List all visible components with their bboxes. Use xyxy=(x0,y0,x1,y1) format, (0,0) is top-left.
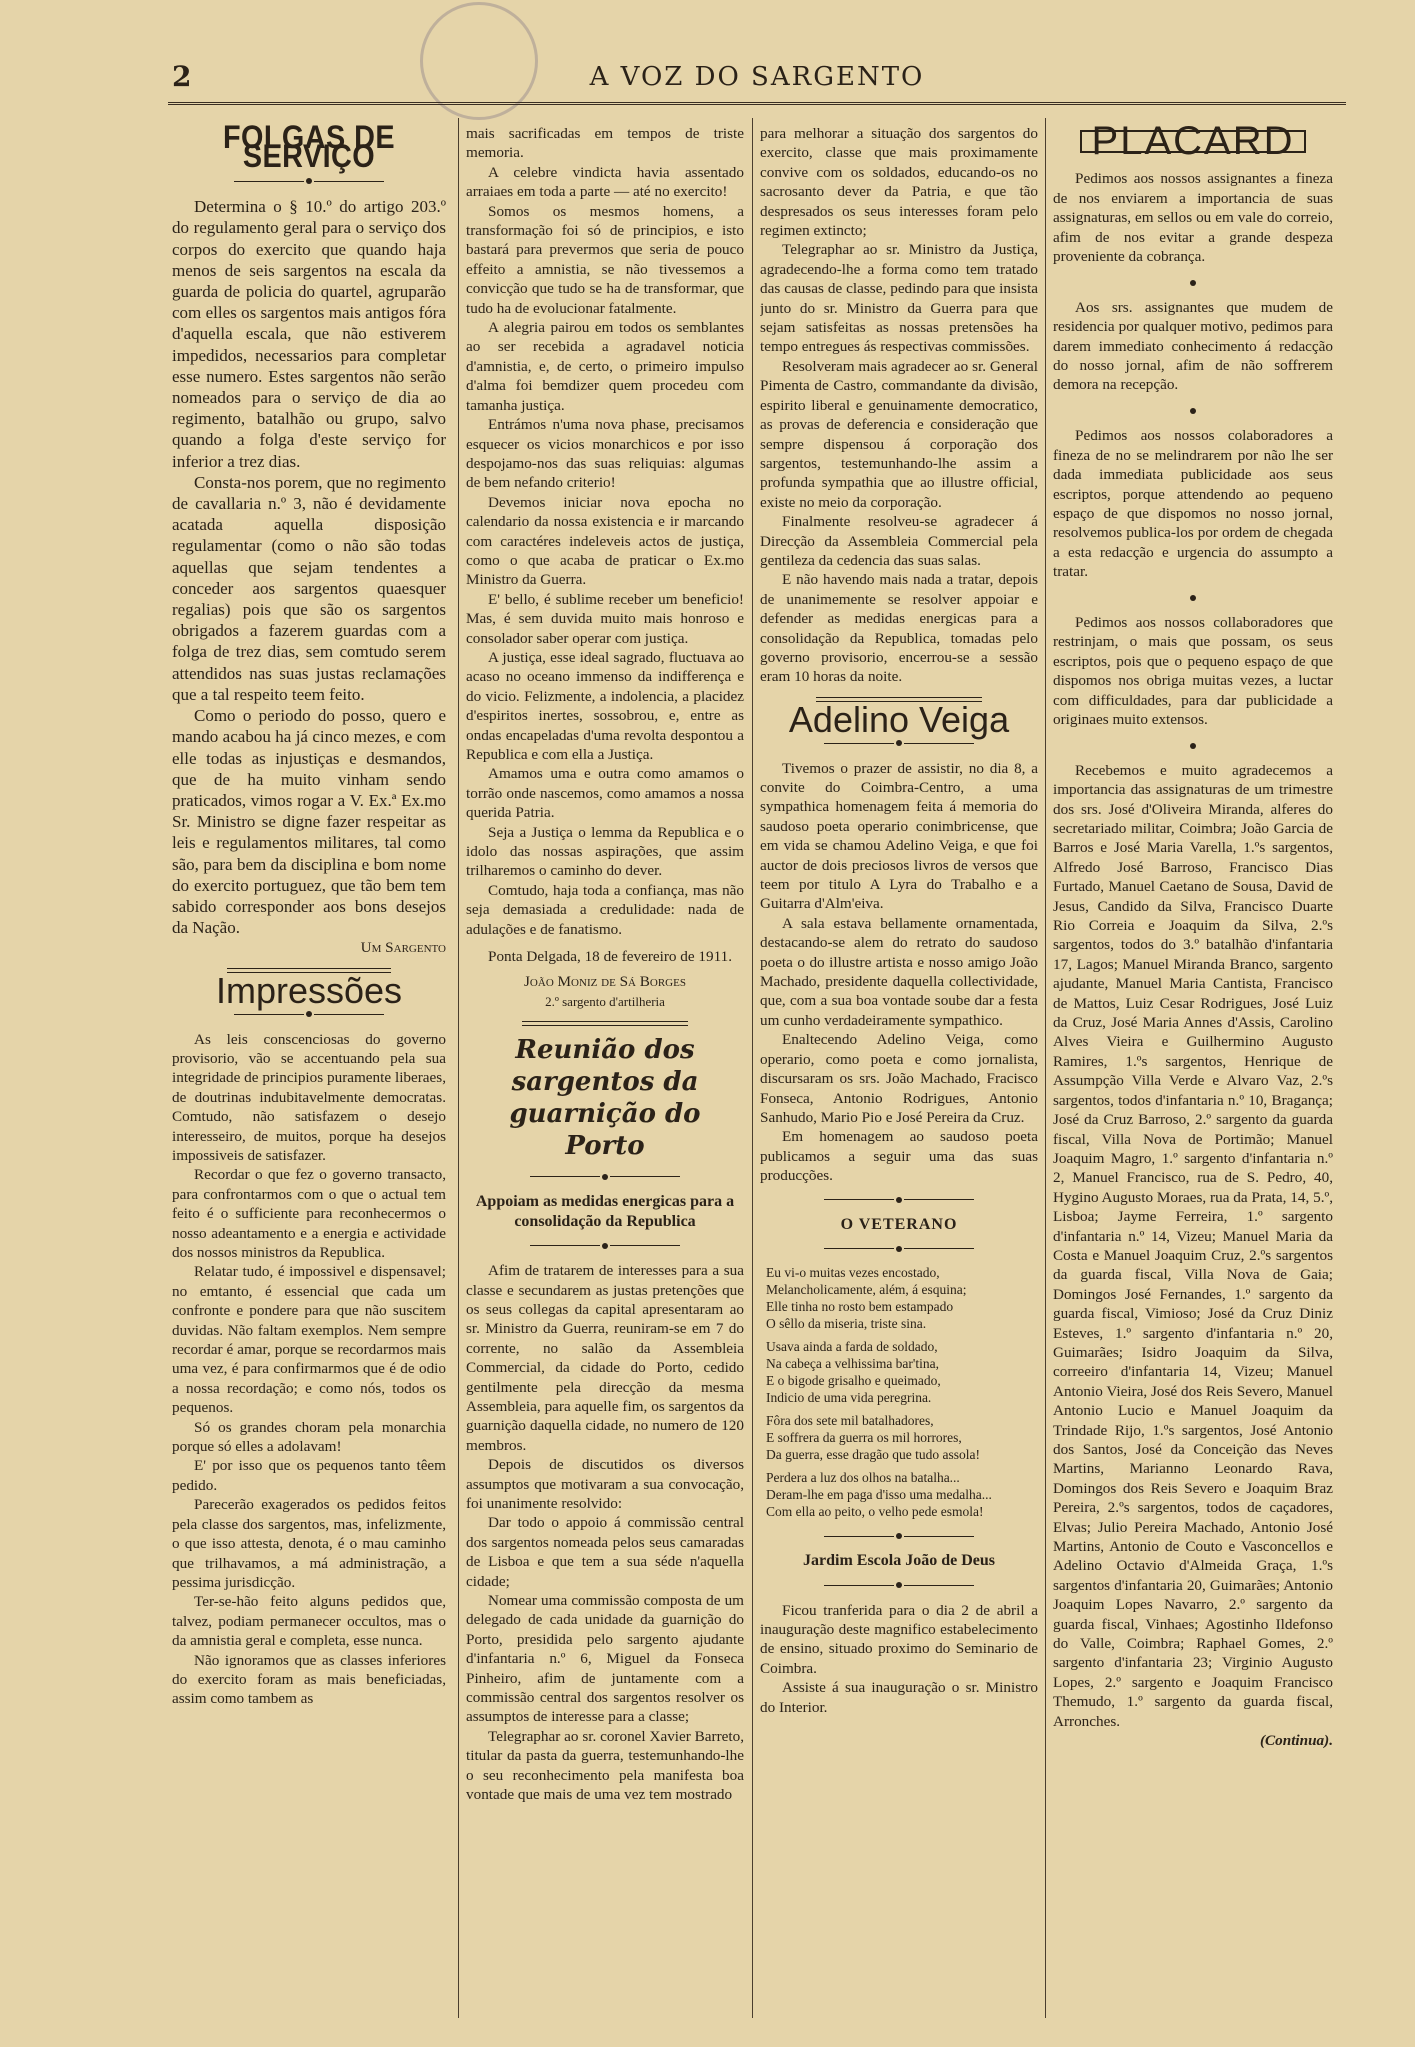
paragraph: Depois de discutidos os diversos assumptos que motivaram a sua convocação, foi unanimente resolvido: xyxy=(466,1456,744,1512)
placard-heading xyxy=(1053,124,1333,163)
poem-line: Indicio de uma vida peregrina. xyxy=(766,1389,932,1405)
paragraph: Recebemos e muito agradecemos a importancia das assignaturas de um trimestre dos srs. José d'Oliveira Miranda, alferes do secretariado militar, Coimbra; João Garcia de Barros e José Maria Varella, 1.ºs sargentos, Alfredo José Barroso, Francisco Dias Furtado, Manuel Caetano de Sousa, David de Jesus, Candido da Silva, Francisco Duarte Rio Correia e Joaquim da Silva, 2.ºs sargentos, todos do 3.º batalhão d'infantaria 17, Lagos; Manuel Miranda Branco, sargento ajudante, Manuel Maria Cantista, Francisco de Mattos, Luiz Cesar Rodrigues, José Luiz da Cruz, José Maria Annes d'Assis, Carolino Alves Vieira e Guilhermino Augusto Ramires, 1.ºs sargentos, Henrique de Assumpção Villa Verde e Alvaro Vaz, 2.ºs sargentos, todos d'infantaria n.º 10, Bragança; José da Cruz Barroso, 2.º sargento da guarda fiscal, Villa Nova de Portimão; Manuel Joaquim Magro, 1.º sargento d'infantaria n.º 2, Manuel Francisco, rua de S. Pedro, 40, Hygino Augusto Moraes, rua da Prata, 14, 5.º, Lisboa; Jayme Ferreira, 1.º sargento d'infantaria n.º 14, Vizeu; Manuel Maria da Costa e Manuel Joaquim Cruz, 2.ºs sargentos da guarda fiscal, Villa Nova de Gaia; Domingos José Fernandes, 1.º sargento da guarda fiscal, Vimioso; José da Cruz Diniz Esteves, 1.º sargento d'infantaria n.º 20, Guimarães; Isidro Joaquim da Silva, correeiro d'infantaria 14, Vizeu; Manuel Antonio Vieira, José dos Reis Severo, Manuel Antonio Lucio e Manuel Joaquim da Trindade Rijo, 1.ºs sargentos, José Antonio dos Santos, José da Conceição das Neves Martins, Marianno Leonardo Rava, Domingos dos Reis Severo e Joaquim Braz Pereira, 2.ºs sargentos, todos de caçadores, Elvas; Julio Pereira Machado, Antonio José Martins, Antonio de Couto e Vasconcellos e Adelino Octavio d'Almeida Graça, 1.ºs sargentos d'infantaria 20, Guimarães; Antonio Joaquim Lopes Navarro, 2.º sargento da guarda fiscal, Vinhaes; Agostinho Ildefonso do Valle, Coimbra; Raphael Gomes, 2.º sargento d'infantaria 23; Virginio Augusto Lopes, 2.º sargento e Joaquim Francisco Themudo, 1.º sargento da guarda fiscal, Arronches. xyxy=(1053,761,1333,1730)
adelino-title: Adelino Veiga xyxy=(788,698,1010,740)
paragraph: A alegria pairou em todos os semblantes ao ser recebida a agradavel noticia d'amnistia, e, de certo, o primeiro impulso d'alma foi bemdizer quem procedeu com tamanha justiça. xyxy=(466,319,744,414)
paragraph: Como o periodo do posso, quero e mando acabou ha já cinco mezes, e com elle todas as injustiças e desmandos, que de ha muito vinham sendo praticados, vimos rogar a V. Ex.ª Ex.mo Sr. Ministro se digne fazer respeitar as leis e regulamentos militares, tal como são, para bem da disciplina e bom nome do exercito portuguez, que tão bem tem sabido corresponder aos bons desejos da Nação. xyxy=(172,706,446,938)
placard-title: PLACARD xyxy=(1080,130,1307,153)
page-header xyxy=(168,58,1346,105)
paragraph: Comtudo, haja toda a confiança, mas não seja demasiada a credulidade: nada de adulações e de fanatismo. xyxy=(466,881,744,938)
paragraph: Pedimos aos nossos assignantes a fineza de nos enviarem a importancia de suas assignaturas, em sellos ou em vale do correio, afim de nos evitar a grande despeza proveniente da cobrança. xyxy=(1053,170,1333,266)
poem-line: E o bigode grisalho e queimado, xyxy=(766,1372,941,1388)
folgas-body xyxy=(172,196,446,938)
author-rank: 2.º sargento d'artilheria xyxy=(545,993,665,1009)
paragraph: Em homenagem ao saudoso poeta publicamos a seguir uma das suas producções. xyxy=(760,1128,1038,1185)
bullet-dot xyxy=(1053,401,1333,420)
paragraph: Finalmente resolveu-se agradecer á Direcção da Assembleia Commercial pela gentileza da cedencia das suas salas. xyxy=(760,513,1038,569)
page-number: 2 xyxy=(172,60,192,93)
poem-line: Melancholicamente, além, á esquina; xyxy=(766,1281,967,1297)
ornament xyxy=(760,1238,1038,1257)
paragraph: Tivemos o prazer de assistir, no dia 8, a convite do Coimbra-Centro, a uma sympathica homenagem feita á memoria do saudoso poeta operario conimbricense, que em vida se chamou Adelino Veiga, e que foi auctor de dois preciosos livros de versos que teem por titulo A Lyra do Trabalho e a Guitarra d'Alm'eiva. xyxy=(760,759,1038,913)
column-1 xyxy=(172,124,446,2016)
jardim-title: Jardim Escola João de Deus xyxy=(803,1552,995,1570)
paragraph: A celebre vindicta havia assentado arraiaes em toda a parte — até no exercito! xyxy=(466,163,744,201)
poem-line: Deram-lhe em paga d'isso uma medalha... xyxy=(766,1486,992,1502)
paragraph: Não ignoramos que as classes inferiores do exercito foram as mais beneficiadas, assim como tambem as xyxy=(172,1651,446,1708)
paragraph: Pedimos aos nossos colaboradores a fineza de no se melindrarem por não lhe ser dada immediata publicidade aos seus escriptos, porque attendendo ao pequeno espaço de que dispomos no nosso jornal, resolvemos publica-los por ordem de chegada a esta redacção e urgencia do assumpto a tratar. xyxy=(1053,427,1333,581)
paragraph: E' por isso que os pequenos tanto têem pedido. xyxy=(172,1457,446,1494)
paragraph: Telegraphar ao sr. Ministro da Justiça, agradecendo-lhe a forma como tem tratado das causas de classe, pedindo para que insista junto do sr. Ministro da Guerra para que sejam satisfeitas as nossas pretensões ha tempo entregues ás respectivas commissões. xyxy=(760,241,1038,356)
poem-stanza xyxy=(766,1469,1038,1520)
newspaper-title: A VOZ DO SARGENTO xyxy=(589,62,925,92)
column-4 xyxy=(1053,124,1333,2016)
paragraph: Só os grandes choram pela monarchia porque só elles a adolavam! xyxy=(172,1418,446,1456)
paragraph: Aos srs. assignantes que mudem de residencia por qualquer motivo, pedimos para darem immediato conhecimento á redacção do nosso jornal, afim de não soffrerem demora na recepção. xyxy=(1053,298,1333,394)
poem-line: Da guerra, esse dragão que tudo assola! xyxy=(766,1446,981,1462)
paragraph: para melhorar a situação dos sargentos do exercito, classe que mais proximamente convive com os soldados, educando-os no sacrosanto dever da Patria, e que tão despresados os seus interesses foram pelo regimen extincto; xyxy=(760,125,1038,240)
paragraph: A justiça, esse ideal sagrado, fluctuava ao acaso no oceano immenso da indifferença e do vicio. Felizmente, a indolencia, a placidez d'espiritos inertes, sossobrou, e, entre as ondas encapeladas d'uma revolta despontou a Republica e com ella a Justiça. xyxy=(466,648,744,763)
paragraph: Ter-se-hão feito alguns pedidos que, talvez, podiam permanecer occultos, mas o da amnistia geral e completa, esse nunca. xyxy=(172,1593,446,1650)
paragraph: As leis conscenciosas do governo provisorio, vão se accentuando pela sua integridade de principios puramente liberaes, de doutrinas indubitavelmente democratas. Comtudo, não satisfazem o desejo interesseiro, de muitos, porque ha desejos impossiveis de satisfazer. xyxy=(172,1030,446,1164)
poem-line: Usava ainda a farda de soldado, xyxy=(766,1338,938,1354)
paragraph: Recordar o que fez o governo transacto, para confrontarmos com o que o actual tem feito é o sufficiente para reconhecermos o nosso adeantamento e a energia e actividade dos nossos ministros da Republica. xyxy=(172,1166,446,1262)
reuniao-subtitle: Appoiam as medidas energicas para a consolidação da Republica xyxy=(475,1192,735,1230)
paragraph: Somos os mesmos homens, a transformação foi só de principios, e isto bastará para prevermos que seria de pouco effeito a amnistia, se não tivessemos a convicção que tudo se ha de transformar, que tudo ha de evolucionar fatalmente. xyxy=(466,202,744,317)
paragraph: Consta-nos porem, que no regimento de cavallaria n.º 3, não é devidamente acatada aquella disposição regulamentar (como o não são todas aquellas que sejam tendentes a conceder aos sargentos quaesquer regalias) pois que são os sargentos obrigados a fazerem guardas com a folga de trez dias, sem comtudo serem attendidos nas suas justas reclamações que a tal respeito teem feito. xyxy=(172,472,446,704)
paragraph: E' bello, é sublime receber um beneficio! Mas, é sem duvida muito mais honroso e consolador saber operar com justiça. xyxy=(466,590,744,647)
poem-line: Com ella ao peito, o velho pede esmola! xyxy=(766,1503,984,1519)
poem-line: Elle tinha no rosto bem estampado xyxy=(766,1298,954,1314)
veterano-title: O VETERANO xyxy=(840,1215,958,1233)
paragraph: A sala estava bellamente ornamentada, destacando-se alem do retrato do saudoso poeta o do illustre artista e nosso amigo João Machado, presidente daquella collectividade, que, com a sua boa vontade soube dar a festa um cunho verdadeiramente sympathico. xyxy=(760,914,1038,1029)
ornament xyxy=(466,1236,744,1255)
paragraph: Resolveram mais agradecer ao sr. General Pimenta de Castro, commandante da divisão, espirito liberal e genuinamente democratico, as provas de deferencia e consideração que sempre dispensou á corporação dos sargentos, testemunhando-lhe assim a profunda sympathia que ao illustre official, existe no meio da corporação. xyxy=(760,357,1038,511)
bullet-dot xyxy=(1053,735,1333,754)
paragraph: mais sacrificadas em tempos de triste memoria. xyxy=(466,125,744,162)
paragraph: Telegraphar ao sr. coronel Xavier Barreto, titular da pasta da guerra, testemunhando-lhe o seu reconhecimento pela manifesta boa vontade que mais de uma vez tem mostrado xyxy=(466,1727,744,1804)
column-rule xyxy=(458,118,459,2018)
continua-note: (Continua). xyxy=(1259,1732,1333,1750)
folgas-title: FOLGAS DE SERVIÇO xyxy=(222,124,396,175)
paragraph: Enaltecendo Adelino Veiga, como operario, como poeta e como jornalista, discursaram os srs. João Machado, Fracisco Fonseca, Antonio Rodrigues, Antonio Sanhudo, Mario Pio e José Pereira da Cruz. xyxy=(760,1031,1038,1126)
author-name: João Moniz de Sá Borges xyxy=(524,973,686,991)
ornament xyxy=(760,1526,1038,1545)
paragraph: Amamos uma e outra como amamos o torrão onde nascemos, como amamos a nossa querida Patria. xyxy=(466,765,744,822)
paragraph: Ficou tranferida para o dia 2 de abril a inauguração deste magnifico estabelecimento de ensino, situado proximo do Seminario de Coimbra. xyxy=(760,1601,1038,1677)
reuniao-title: Reunião dos sargentos da guarnição do Porto xyxy=(509,1035,701,1162)
separator xyxy=(522,1021,689,1026)
paragraph: Dar todo o appoio á commissão central dos sargentos nomeada pelos seus camaradas de Lisboa e que tem a sua séde n'aquella cidade; xyxy=(466,1514,744,1590)
poem-line: E soffrera da guerra os mil horrores, xyxy=(766,1429,962,1445)
poem-stanza xyxy=(766,1264,1038,1332)
ornament xyxy=(466,1166,744,1185)
column-3 xyxy=(760,124,1038,2016)
paragraph: E não havendo mais nada a tratar, depois de unanimemente se resolver appoiar e defender as medidas energicas para a consolidação da Republica, tomadas pelo governo provisorio, encerrou-se a sessão eram 10 horas da noite. xyxy=(760,571,1038,686)
paragraph: Entrámos n'uma nova phase, precisamos esquecer os vicios monarchicos e por isso despojamo-nos das suas reliquias: algumas de bem nefando criterio! xyxy=(466,416,744,492)
column-rule xyxy=(752,118,753,2018)
poem-line: Eu vi-o muitas vezes encostado, xyxy=(766,1264,940,1280)
poem-line: Na cabeça a velhissima bar'tina, xyxy=(766,1355,939,1371)
poem-stanza xyxy=(766,1412,1038,1463)
column-rule xyxy=(1045,118,1046,2018)
paragraph: Parecerão exagerados os pedidos feitos pela classe dos sargentos, mas, infelizmente, o que isso attesta, denota, é o mau caminho que trilhavamos, a má administração, a pessima jurisdicção. xyxy=(172,1496,446,1591)
paragraph: Pedimos aos nossos collaboradores que restrinjam, o mais que possam, os seus escriptos, pois que o pequeno espaço de que dispomos nos obriga muitas vezes, a luctar com difficuldades, para dar publicidade a originaes muito extensos. xyxy=(1053,613,1333,728)
paragraph: Seja a Justiça o lemma da Republica e o idolo das nossas aspirações, que assim trilharemos o caminho do dever. xyxy=(466,823,744,880)
bullet-dot xyxy=(1053,588,1333,607)
signature: Um Sargento xyxy=(360,939,446,957)
paragraph: Assiste á sua inauguração o sr. Ministro do Interior. xyxy=(760,1679,1038,1716)
paragraph: Determina o § 10.º do artigo 203.º do regulamento geral para o serviço dos corpos do exercito que quando haja menos de seis sargentos na escala da guarda de policia do quartel, agruparão com elles os sargentos mais antigos fóra d'aquella escala, que não estiverem impedidos, necessarios para completar esse numero. Estes sargentos não serão nomeados para o serviço de dia ao regimento, batalhão ou grupo, salvo quando a folga d'este serviço for inferior a trez dias. xyxy=(172,197,446,471)
paragraph: Relatar tudo, é impossivel e dispensavel; no emtanto, é essencial que cada um confronte e pondere para que não suscitem duvidas. Não faltam exemplos. Nem sempre recordar é amar, porque se recordarmos mais uma vez, é para confirmarmos que é de odio a nossa recordação; e como nós, todos os pequenos. xyxy=(172,1263,446,1417)
poem-line: Fôra dos sete mil batalhadores, xyxy=(766,1412,934,1428)
paragraph: Nomear uma commissão composta de um delegado de cada unidade da guarnição do Porto, presidida pelo sargento ajudante d'infantaria n.º 6, Miguel da Fonseca Pinheiro, afim de juntamente com a commissão central dos sargentos resolver os assumptos de interesse para a classe; xyxy=(466,1592,744,1726)
ornament xyxy=(760,1190,1038,1209)
column-2 xyxy=(466,124,744,2016)
ornament xyxy=(760,1575,1038,1594)
poem-stanza xyxy=(766,1338,1038,1406)
paragraph: Devemos iniciar nova epocha no calendario da nossa existencia e ir marcando com caractéres indeleveis actos de justiça, como o que acaba de praticar o Ex.mo Ministro da Guerra. xyxy=(466,493,744,589)
bullet-dot xyxy=(1053,272,1333,291)
impressoes-title: Impressões xyxy=(215,969,403,1011)
poem-line: O sêllo da miseria, triste sina. xyxy=(766,1315,927,1331)
paragraph: Afim de tratarem de interesses para a sua classe e secundarem as justas pretenções que os seus collegas da capital apresentaram ao sr. Ministro da Guerra, reuniram-se em 7 do corrente, no salão da Assembleia Commercial, da cidade do Porto, cedido gentilmente pela direcção da mesma Assembleia, para aquelle fim, os sargentos da guarnição daquella cidade, no numero de 120 membros. xyxy=(466,1262,744,1454)
ornament xyxy=(172,1004,446,1023)
place-date: Ponta Delgada, 18 de fevereiro de 1911. xyxy=(488,948,733,966)
poem-line: Perdera a luz dos olhos na batalha... xyxy=(766,1469,960,1485)
